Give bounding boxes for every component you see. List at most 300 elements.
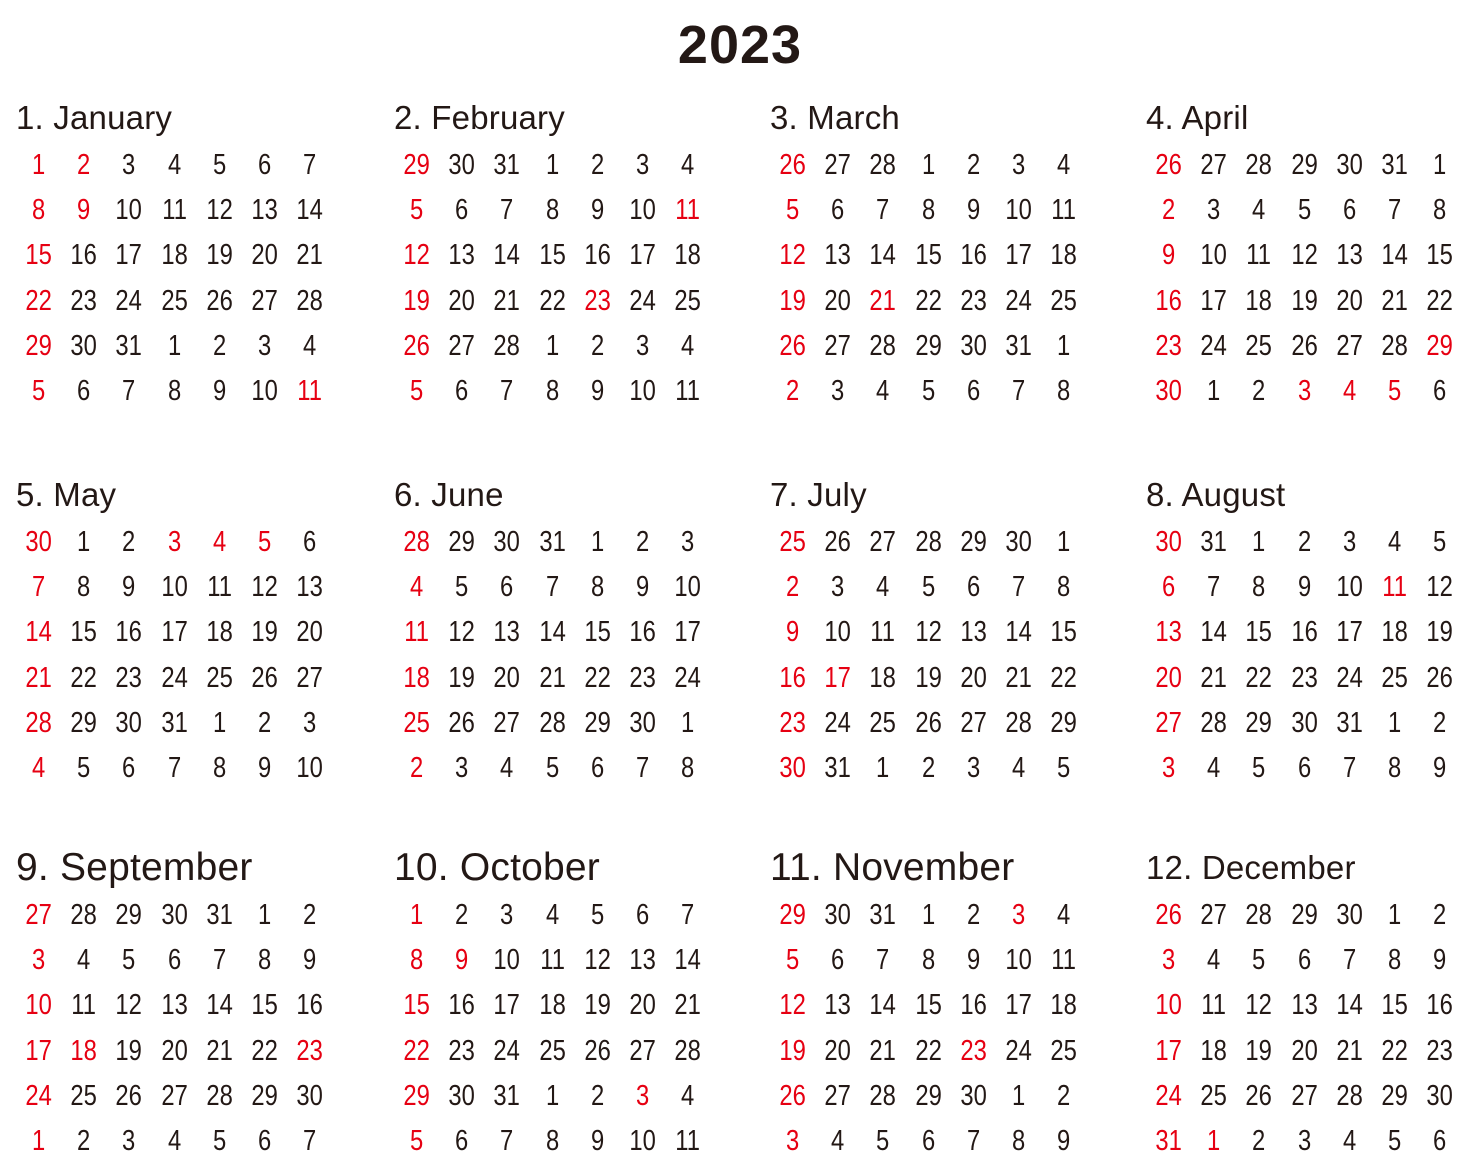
holiday-day-cell: 16 [1155,284,1182,317]
day-cell: 11 [161,194,187,227]
day-cell: 20 [1290,1034,1318,1067]
month-title: 6. June [394,476,504,513]
day-cell: 18 [1200,1034,1228,1067]
day-cell: 27 [824,1079,852,1112]
holiday-day-cell: 23 [960,1034,987,1067]
day-cell: 1 [876,751,890,784]
month-block [1146,475,1480,791]
day-cell: 22 [251,1034,278,1067]
day-cell: 9 [966,944,980,977]
month-day-grid [16,520,356,791]
holiday-day-cell: 5 [785,944,800,977]
day-cell: 18 [206,616,233,649]
day-cell: 11 [539,944,565,977]
day-cell: 7 [876,194,890,227]
day-cell: 10 [629,1124,656,1157]
day-cell: 14 [493,239,521,272]
day-cell: 28 [869,1079,897,1112]
holiday-day-cell: 3 [167,526,181,558]
month-day-grid [1146,520,1480,791]
day-cell: 19 [584,989,611,1022]
day-cell: 12 [115,989,143,1022]
day-cell: 1 [212,706,226,739]
holiday-day-cell: 5 [257,526,272,558]
holiday-day-cell: 3 [635,1079,650,1112]
day-cell: 1 [257,899,272,931]
day-cell: 12 [584,944,611,977]
day-cell: 12 [1245,989,1273,1022]
day-cell: 1 [681,706,695,739]
holiday-day-cell: 18 [403,661,430,694]
day-cell: 26 [824,526,852,558]
day-cell: 21 [206,1034,233,1067]
month-title: 9. September [16,846,253,889]
day-cell: 3 [1297,1124,1311,1157]
holiday-day-cell: 9 [1161,239,1176,272]
day-cell: 27 [160,1079,188,1112]
day-cell: 14 [206,989,233,1022]
day-cell: 20 [824,1034,852,1067]
day-cell: 11 [1246,239,1272,272]
month-day-grid [1146,893,1480,1164]
holiday-day-cell: 5 [31,374,46,407]
day-cell: 5 [921,374,935,407]
day-cell: 13 [296,571,323,604]
day-cell: 3 [966,751,980,784]
day-cell: 21 [1005,661,1032,694]
day-cell: 31 [869,899,897,931]
month-title: 10. October [394,846,600,889]
day-cell: 7 [545,571,559,604]
day-cell: 19 [1245,1034,1273,1067]
day-cell: 26 [1245,1079,1273,1112]
day-cell: 21 [296,239,323,272]
day-cell: 29 [914,329,942,362]
day-cell: 10 [629,374,656,407]
day-cell: 28 [914,526,942,558]
day-cell: 14 [1005,616,1032,649]
day-cell: 21 [1381,284,1408,317]
day-cell: 15 [584,616,611,649]
day-cell: 25 [70,1079,98,1112]
day-cell: 6 [77,374,91,407]
holiday-day-cell: 26 [1155,149,1182,181]
day-cell: 17 [1005,239,1032,272]
day-cell: 2 [1252,374,1266,407]
holiday-day-cell: 31 [1155,1124,1182,1157]
day-cell: 4 [500,751,514,784]
day-cell: 20 [251,239,278,272]
day-cell: 23 [629,661,656,694]
holiday-day-cell: 30 [1155,526,1182,558]
day-cell: 31 [1336,706,1363,739]
day-cell: 6 [122,751,136,784]
day-cell: 27 [629,1034,656,1067]
day-cell: 9 [1433,944,1447,977]
holiday-day-cell: 4 [1342,374,1356,407]
day-cell: 18 [538,989,566,1022]
month-day-grid [770,520,1110,791]
month-title: 8. August [1146,476,1286,513]
day-cell: 28 [1200,706,1228,739]
holiday-day-cell: 12 [403,239,430,272]
day-cell: 21 [674,989,701,1022]
day-cell: 29 [960,526,987,558]
day-cell: 11 [675,374,701,407]
day-cell: 27 [1200,149,1228,181]
day-cell: 6 [303,526,317,558]
day-cell: 25 [160,284,188,317]
holiday-day-cell: 26 [779,329,806,362]
day-cell: 28 [1336,1079,1363,1112]
day-cell: 2 [921,751,935,784]
day-cell: 15 [538,239,566,272]
holiday-day-cell: 3 [1297,374,1311,407]
day-cell: 8 [1387,751,1402,784]
day-cell: 5 [455,571,469,604]
day-cell: 2 [77,1124,91,1157]
day-cell: 15 [1381,989,1408,1022]
holiday-day-cell: 29 [403,1079,430,1112]
month-title: 3. March [770,99,900,136]
day-cell: 20 [296,616,323,649]
day-cell: 6 [455,194,469,227]
month-day-grid [394,143,734,414]
day-cell: 17 [493,989,521,1022]
day-cell: 14 [1381,239,1408,272]
holiday-day-cell: 29 [403,149,430,181]
holiday-day-cell: 11 [1382,571,1407,604]
day-cell: 23 [1290,661,1318,694]
day-cell: 2 [635,526,650,558]
day-cell: 23 [960,284,987,317]
day-cell: 23 [115,661,143,694]
holiday-day-cell: 29 [25,329,52,362]
day-cell: 20 [960,661,987,694]
day-cell: 12 [914,616,942,649]
holiday-day-cell: 18 [70,1034,98,1067]
day-cell: 9 [257,751,272,784]
day-cell: 30 [160,899,188,931]
day-cell: 22 [1381,1034,1408,1067]
day-cell: 8 [681,751,695,784]
day-cell: 1 [1057,329,1071,362]
day-cell: 24 [160,661,188,694]
month-block [16,475,356,791]
day-cell: 10 [296,751,323,784]
day-cell: 2 [1433,899,1447,931]
day-cell: 31 [824,751,852,784]
day-cell: 9 [590,194,604,227]
day-cell: 30 [629,706,656,739]
day-cell: 16 [70,239,98,272]
holiday-day-cell: 9 [77,194,91,227]
day-cell: 8 [921,944,935,977]
day-cell: 2 [966,899,980,931]
holiday-day-cell: 3 [1161,751,1176,784]
day-cell: 27 [1200,899,1228,931]
day-cell: 27 [824,149,852,181]
day-cell: 1 [77,526,91,558]
holiday-day-cell: 24 [25,1079,52,1112]
day-cell: 27 [1290,1079,1318,1112]
month-title: 11. November [770,846,1015,889]
day-cell: 17 [160,616,188,649]
day-cell: 27 [296,661,323,694]
day-cell: 5 [212,1124,226,1157]
day-cell: 25 [1381,661,1408,694]
holiday-day-cell: 28 [25,706,52,739]
day-cell: 2 [212,329,226,362]
day-cell: 8 [590,571,604,604]
holiday-day-cell: 4 [31,751,46,784]
holiday-day-cell: 21 [869,284,897,317]
day-cell: 5 [1433,526,1447,558]
holiday-day-cell: 8 [409,944,424,977]
day-cell: 1 [545,329,559,362]
day-cell: 22 [70,661,98,694]
day-cell: 4 [167,149,181,181]
day-cell: 25 [206,661,233,694]
day-cell: 13 [824,239,852,272]
day-cell: 2 [122,526,136,558]
day-cell: 29 [584,706,611,739]
holiday-day-cell: 9 [455,944,469,977]
day-cell: 24 [629,284,656,317]
day-cell: 2 [590,329,604,362]
day-cell: 8 [1433,194,1447,227]
day-cell: 4 [1207,751,1221,784]
day-cell: 25 [1050,284,1077,317]
day-cell: 30 [960,329,987,362]
day-cell: 1 [1252,526,1266,558]
holiday-day-cell: 23 [1155,329,1182,362]
holiday-day-cell: 13 [1155,616,1182,649]
holiday-day-cell: 29 [1426,329,1453,362]
day-cell: 11 [870,616,896,649]
day-cell: 2 [590,1079,604,1112]
day-cell: 7 [500,194,514,227]
day-cell: 30 [115,706,143,739]
holiday-day-cell: 21 [25,661,52,694]
month-title: 1. January [16,99,173,136]
day-cell: 11 [1051,944,1077,977]
day-cell: 22 [1050,661,1077,694]
day-cell: 14 [869,989,897,1022]
day-cell: 28 [1381,329,1408,362]
day-cell: 19 [206,239,233,272]
day-cell: 28 [869,329,897,362]
day-cell: 20 [448,284,476,317]
day-cell: 24 [493,1034,521,1067]
holiday-day-cell: 19 [403,284,430,317]
day-cell: 5 [1387,1124,1402,1157]
day-cell: 18 [1050,239,1077,272]
day-cell: 29 [251,1079,278,1112]
day-cell: 2 [1297,526,1311,558]
day-cell: 21 [493,284,521,317]
day-cell: 5 [77,751,91,784]
day-cell: 14 [869,239,897,272]
holiday-day-cell: 2 [409,751,424,784]
day-cell: 24 [674,661,701,694]
day-cell: 22 [914,284,942,317]
holiday-day-cell: 30 [779,751,806,784]
day-cell: 12 [1290,239,1318,272]
day-cell: 26 [206,284,233,317]
month-block [770,98,1110,414]
day-cell: 1 [545,149,559,181]
day-cell: 26 [448,706,476,739]
holiday-day-cell: 26 [403,329,430,362]
day-cell: 6 [257,149,272,181]
day-cell: 11 [206,571,232,604]
day-cell: 18 [869,661,897,694]
holiday-day-cell: 7 [31,571,46,604]
day-cell: 8 [167,374,181,407]
holiday-day-cell: 23 [296,1034,323,1067]
holiday-day-cell: 11 [675,194,701,227]
holiday-day-cell: 30 [1155,374,1182,407]
day-cell: 29 [448,526,476,558]
calendar-year-title: 2023 [677,15,803,75]
day-cell: 11 [1051,194,1077,227]
day-cell: 9 [1057,1124,1071,1157]
month-day-grid [394,893,734,1164]
day-cell: 24 [1336,661,1363,694]
day-cell: 23 [70,284,98,317]
day-cell: 29 [1245,706,1273,739]
day-cell: 22 [1426,284,1453,317]
day-cell: 6 [831,194,845,227]
month-day-grid [770,893,1110,1164]
day-cell: 5 [1057,751,1071,784]
day-cell: 7 [1207,571,1221,604]
holiday-day-cell: 10 [1155,989,1182,1022]
day-cell: 10 [251,374,278,407]
day-cell: 5 [545,751,559,784]
month-title: 12. December [1146,849,1356,886]
day-cell: 4 [1057,899,1071,931]
day-cell: 21 [869,1034,897,1067]
day-cell: 10 [1336,571,1363,604]
day-cell: 13 [824,989,852,1022]
month-block [394,475,734,791]
day-cell: 5 [590,899,604,931]
month-block [770,475,1110,791]
day-cell: 5 [1252,944,1266,977]
day-cell: 12 [1426,571,1453,604]
day-cell: 5 [876,1124,890,1157]
day-cell: 15 [1050,616,1077,649]
month-title: 7. July [770,476,867,513]
day-cell: 8 [1057,571,1071,604]
day-cell: 9 [590,1124,604,1157]
day-cell: 13 [493,616,521,649]
day-cell: 17 [1005,989,1032,1022]
day-cell: 6 [966,571,980,604]
holiday-day-cell: 24 [1155,1079,1182,1112]
day-cell: 6 [831,944,845,977]
day-cell: 7 [303,149,317,181]
day-cell: 17 [115,239,143,272]
day-cell: 15 [251,989,278,1022]
day-cell: 12 [448,616,476,649]
day-cell: 9 [1433,751,1447,784]
day-cell: 2 [1057,1079,1071,1112]
day-cell: 6 [1342,194,1356,227]
holiday-day-cell: 10 [25,989,52,1022]
month-title: 5. May [16,476,117,513]
holiday-day-cell: 15 [403,989,430,1022]
day-cell: 3 [455,751,469,784]
day-cell: 26 [914,706,942,739]
month-day-grid [1146,143,1480,414]
holiday-day-cell: 1 [1207,1124,1221,1157]
day-cell: 19 [914,661,942,694]
day-cell: 2 [455,899,469,931]
day-cell: 4 [1011,751,1026,784]
day-cell: 13 [160,989,188,1022]
day-cell: 7 [303,1124,317,1157]
holiday-day-cell: 25 [779,526,806,558]
holiday-day-cell: 5 [409,1124,424,1157]
day-cell: 10 [1005,944,1032,977]
holiday-day-cell: 17 [824,661,852,694]
day-cell: 14 [674,944,701,977]
day-cell: 25 [1245,329,1273,362]
holiday-day-cell: 22 [25,284,52,317]
holiday-day-cell: 23 [779,706,806,739]
holiday-day-cell: 25 [403,706,430,739]
day-cell: 3 [1011,149,1026,181]
holiday-day-cell: 5 [785,194,800,227]
day-cell: 31 [206,899,233,931]
day-cell: 17 [1200,284,1228,317]
day-cell: 27 [1336,329,1363,362]
day-cell: 24 [115,284,143,317]
day-cell: 8 [1057,374,1071,407]
day-cell: 16 [296,989,323,1022]
day-cell: 25 [869,706,897,739]
day-cell: 6 [500,571,514,604]
day-cell: 11 [1201,989,1227,1022]
day-cell: 11 [71,989,97,1022]
holiday-day-cell: 9 [785,616,800,649]
day-cell: 3 [635,329,650,362]
day-cell: 15 [1245,616,1273,649]
day-cell: 4 [681,1079,695,1112]
day-cell: 3 [1207,194,1221,227]
day-cell: 13 [1290,989,1318,1022]
day-cell: 22 [1245,661,1273,694]
day-cell: 23 [448,1034,476,1067]
day-cell: 10 [115,194,143,227]
day-cell: 8 [77,571,91,604]
day-cell: 30 [70,329,98,362]
day-cell: 8 [545,194,559,227]
day-cell: 5 [212,149,226,181]
day-cell: 27 [448,329,476,362]
day-cell: 5 [921,571,935,604]
day-cell: 4 [303,329,317,362]
day-cell: 9 [1297,571,1311,604]
month-block [394,848,734,1164]
day-cell: 6 [1433,374,1447,407]
day-cell: 13 [629,944,656,977]
day-cell: 10 [1200,239,1228,272]
month-block [16,848,356,1164]
